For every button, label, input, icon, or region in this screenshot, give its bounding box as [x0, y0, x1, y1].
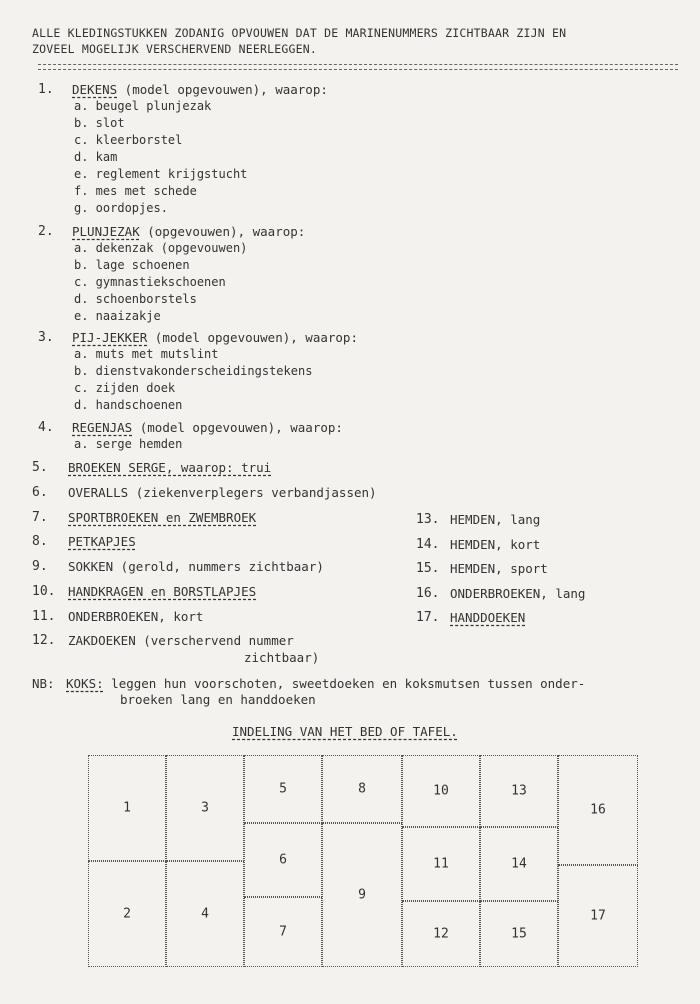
grid-cell: 4: [166, 861, 244, 967]
item-number: 1.: [38, 82, 54, 97]
item-number: 14.: [416, 537, 440, 552]
nb-line-1: [66, 676, 585, 691]
item-number: 4.: [38, 420, 54, 435]
grid-cell: 17: [558, 865, 638, 967]
sub-item: a. muts met mutslint: [74, 347, 219, 361]
item-lead: REGENJAS: [72, 420, 133, 435]
nb-label: NB:: [32, 676, 55, 691]
item-rest: (model opgevouwen), waarop:: [132, 420, 343, 435]
grid-cell: 12: [402, 901, 480, 967]
list-item-continuation: zichtbaar): [244, 650, 320, 665]
sub-item: e. naaizakje: [74, 309, 161, 323]
sub-item: d. handschoenen: [74, 398, 183, 412]
item-heading: [72, 420, 343, 435]
item-number: 3.: [38, 330, 54, 345]
item-heading: [72, 82, 328, 97]
item-number: 6.: [32, 485, 48, 500]
item-heading: [72, 330, 358, 345]
grid-title: INDELING VAN HET BED OF TAFEL.: [232, 724, 458, 739]
list-item: HEMDEN, sport: [450, 561, 548, 576]
sub-item: e. reglement krijgstucht: [74, 167, 248, 181]
nb-koks: KOKS:: [66, 676, 104, 691]
item-number: 10.: [32, 584, 56, 599]
sub-item: c. kleerborstel: [74, 133, 183, 147]
sub-item: c. zijden doek: [74, 381, 176, 395]
list-item: HEMDEN, lang: [450, 512, 541, 527]
list-item: HANDDOEKEN: [450, 610, 526, 625]
grid-cell: 2: [88, 861, 166, 967]
double-rule: [38, 64, 678, 70]
item-lead: DEKENS: [72, 82, 118, 97]
sub-item: d. kam: [74, 150, 118, 164]
item-lead: PLUNJEZAK: [72, 224, 140, 239]
list-item: SOKKEN (gerold, nummers zichtbaar): [68, 559, 324, 574]
list-item: HEMDEN, kort: [450, 537, 541, 552]
sub-item: d. schoenborstels: [74, 292, 197, 306]
item-number: 13.: [416, 512, 440, 527]
grid-cell: 11: [402, 827, 480, 901]
header-line-2: ZOVEEL MOGELIJK VERSCHERVEND NEERLEGGEN.: [32, 42, 317, 56]
sub-item: g. oordopjes.: [74, 201, 168, 215]
nb-line-2: broeken lang en handdoeken: [120, 692, 316, 707]
nb-text: leggen hun voorschoten, sweetdoeken en koksmutsen tussen onder-: [103, 676, 586, 691]
grid-cell: 7: [244, 897, 322, 967]
list-item: ONDERBROEKEN, lang: [450, 586, 586, 601]
item-number: 8.: [32, 534, 48, 549]
sub-item: c. gymnastiekschoenen: [74, 275, 226, 289]
grid-cell: 15: [480, 901, 558, 967]
item-rest: (model opgevouwen), waarop:: [147, 330, 358, 345]
list-item: SPORTBROEKEN en ZWEMBROEK: [68, 510, 257, 525]
list-item: ZAKDOEKEN (verschervend nummer: [68, 633, 294, 648]
grid-cell: 8: [322, 755, 402, 823]
list-item: HANDKRAGEN en BORSTLAPJES: [68, 584, 257, 599]
list-item: ONDERBROEKEN, kort: [68, 609, 204, 624]
item-number: 16.: [416, 586, 440, 601]
item-number: 11.: [32, 609, 56, 624]
item-lead: PIJ-JEKKER: [72, 330, 148, 345]
item-number: 2.: [38, 224, 54, 239]
item-rest: (model opgevouwen), waarop:: [117, 82, 328, 97]
sub-item: b. slot: [74, 116, 125, 130]
item-number: 12.: [32, 633, 56, 648]
list-item: OVERALLS (ziekenverplegers verbandjassen): [68, 485, 377, 500]
grid-cell: 6: [244, 823, 322, 897]
sub-item: b. dienstvakonderscheidingstekens: [74, 364, 313, 378]
sub-item: a. beugel plunjezak: [74, 99, 212, 113]
grid-cell: 3: [166, 755, 244, 861]
bed-layout-grid: [88, 755, 638, 967]
item-rest: (opgevouwen), waarop:: [139, 224, 306, 239]
list-item: PETKAPJES: [68, 534, 136, 549]
grid-cell: 1: [88, 755, 166, 861]
grid-cell: 16: [558, 755, 638, 865]
sub-item: a. serge hemden: [74, 437, 183, 451]
item-number: 5.: [32, 460, 48, 475]
grid-cell: 5: [244, 755, 322, 823]
grid-cell: 10: [402, 755, 480, 827]
item-number: 7.: [32, 510, 48, 525]
grid-cell: 13: [480, 755, 558, 827]
item-number: 15.: [416, 561, 440, 576]
list-item: BROEKEN SERGE, waarop: trui: [68, 460, 272, 475]
item-number: 17.: [416, 610, 440, 625]
sub-item: a. dekenzak (opgevouwen): [74, 241, 248, 255]
grid-cell: 14: [480, 827, 558, 901]
grid-cell: 9: [322, 823, 402, 967]
header-line-1: ALLE KLEDINGSTUKKEN ZODANIG OPVOUWEN DAT DE MARINENUMMERS ZICHTBAAR ZIJN EN: [32, 26, 567, 40]
sub-item: f. mes met schede: [74, 184, 197, 198]
item-heading: [72, 224, 305, 239]
sub-item: b. lage schoenen: [74, 258, 190, 272]
item-number: 9.: [32, 559, 48, 574]
